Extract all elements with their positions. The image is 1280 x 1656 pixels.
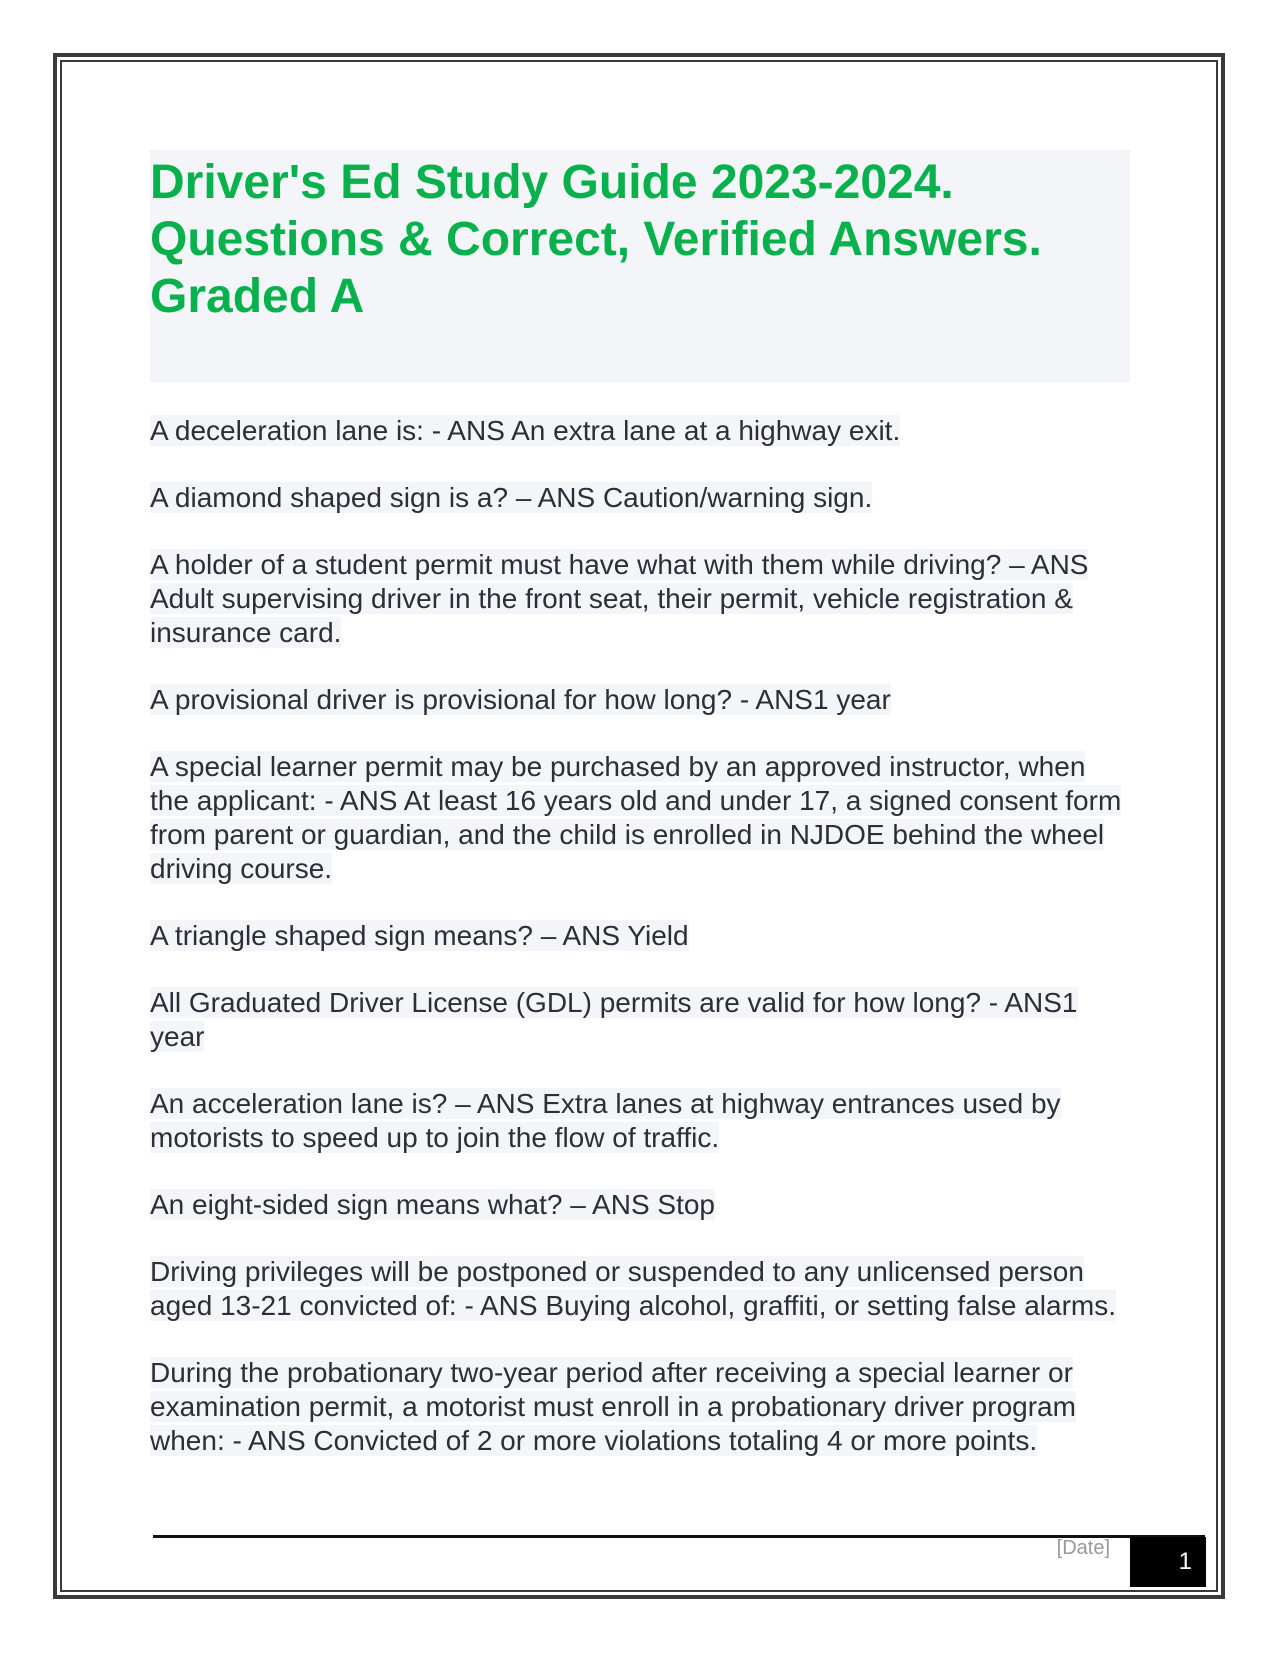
footer-date: [Date] [1056,1537,1110,1559]
qa-item-text: A diamond shaped sign is a? – ANS Caution/warning sign. [150,482,873,513]
qa-item-text: An eight-sided sign means what? – ANS Stop [150,1189,716,1220]
qa-item [150,683,1130,717]
qa-item [150,1356,1130,1458]
page-number: 1 [1178,1548,1192,1575]
qa-item [150,481,1130,515]
qa-item [150,1087,1130,1155]
qa-item [150,414,1130,448]
title-block [150,150,1130,382]
qa-item-text: A provisional driver is provisional for how long? - ANS1 year [150,684,891,715]
qa-item [150,750,1130,886]
qa-item [150,919,1130,953]
qa-item-text: All Graduated Driver License (GDL) permits are valid for how long? - ANS1 year [150,987,1078,1052]
qa-item [150,986,1130,1054]
qa-item-text: A triangle shaped sign means? – ANS Yield [150,920,689,951]
document-title: Driver's Ed Study Guide 2023-2024. Questions & Correct, Verified Answers. Graded A [150,156,1042,323]
qa-item-text: During the probationary two-year period after receiving a special learner or examination permit, a motorist must enroll in a probationary driver program when: - ANS Convicted of 2 or more violations totaling 4 or more points. [150,1357,1076,1456]
qa-item-text: A special learner permit may be purchased by an approved instructor, when the applicant: - ANS At least 16 years old and under 17, a signed consent form from parent or guardian, and the child is enrolled in NJDOE behind the wheel driving course. [150,751,1122,884]
qa-item [150,548,1130,650]
qa-item-text: A holder of a student permit must have what with them while driving? – ANS Adult supervising driver in the front seat, their permit, vehicle registration & insurance card. [150,549,1089,648]
qa-item [150,1255,1130,1323]
page-number-box [1130,1537,1206,1587]
qa-item-text: Driving privileges will be postponed or suspended to any unlicensed person aged 13-21 convicted of: - ANS Buying alcohol, graffiti, or setting false alarms. [150,1256,1116,1321]
qa-item-text: An acceleration lane is? – ANS Extra lanes at highway entrances used by motorists to speed up to join the flow of traffic. [150,1088,1061,1153]
qa-item-text: A deceleration lane is: - ANS An extra lane at a highway exit. [150,415,901,446]
qa-list [150,414,1130,1491]
qa-item [150,1188,1130,1222]
